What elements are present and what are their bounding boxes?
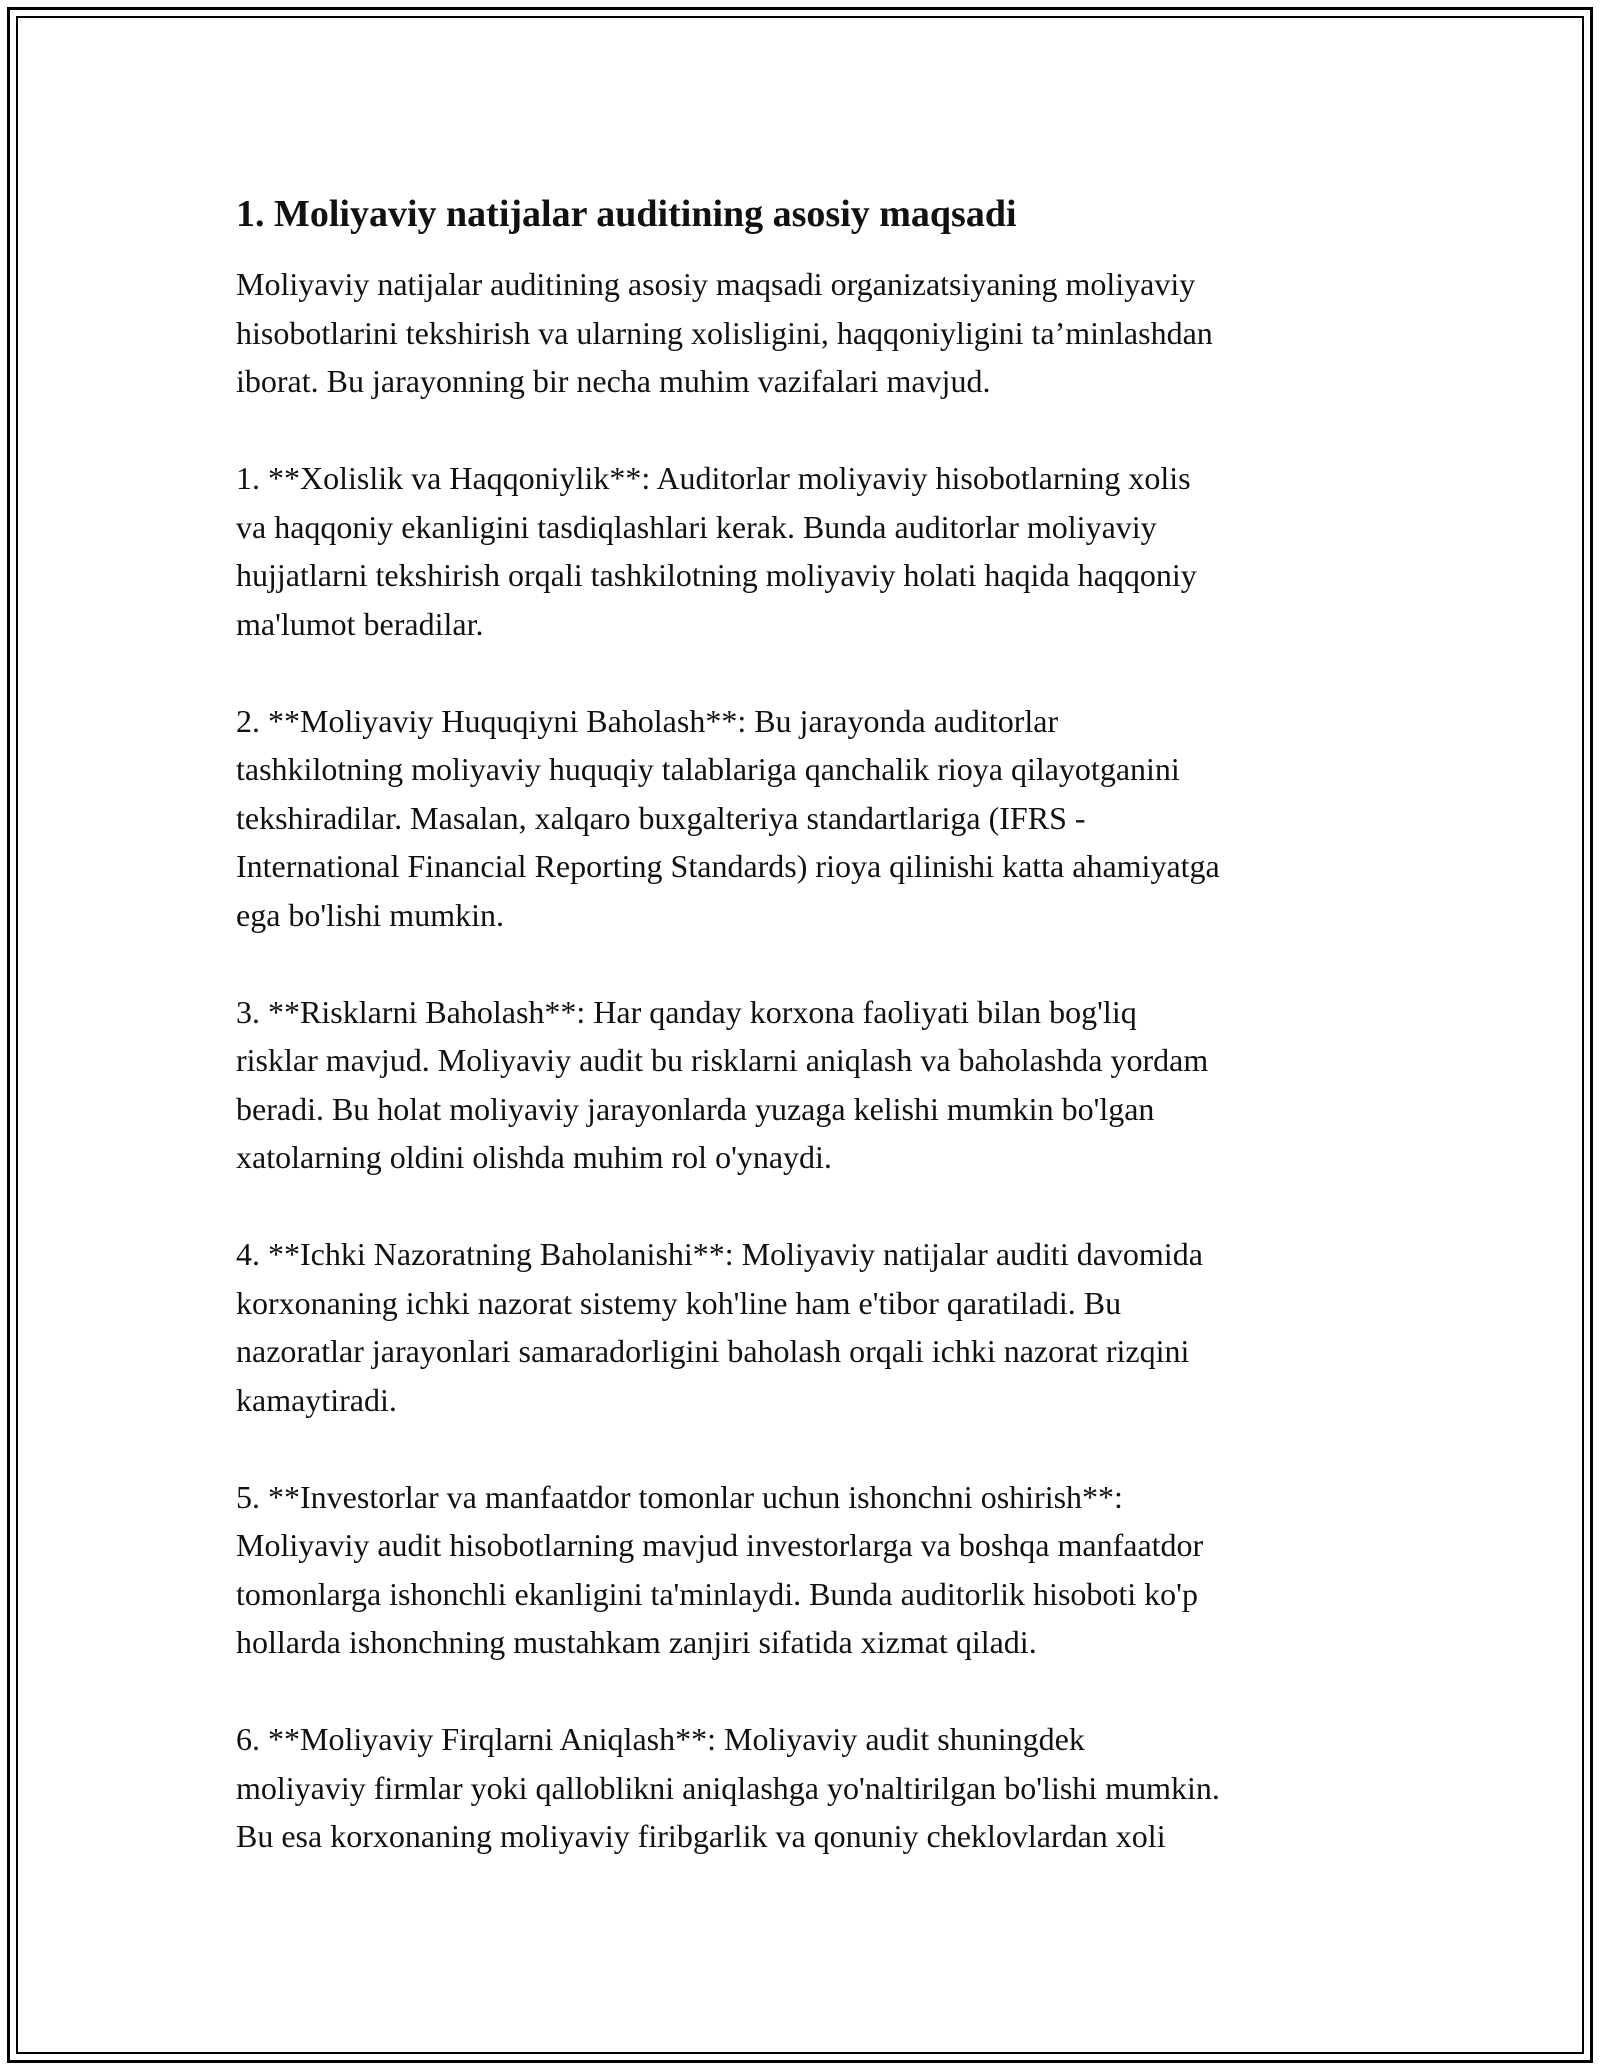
section-heading: 1. Moliyaviy natijalar auditining asosiy maqsadi <box>236 193 1017 235</box>
list-item-firqlar: 6. **Moliyaviy Firqlarni Aniqlash**: Moliyaviy audit shuningdek moliyaviy firmlar yoki qalloblikni aniqlashga yo'naltirilgan bo'lishi mumkin. Bu esa korxonaning moliyaviy firibgarlik va qonuniy cheklovlardan xoli <box>236 1721 1220 1854</box>
list-item-huquqiy: 2. **Moliyaviy Huquqiyni Baholash**: Bu jarayonda auditorlar tashkilotning moliyaviy huquqiy talablariga qanchalik rioya qilayotganini tekshiradilar. Masalan, xalqaro buxgalteriya standartlariga (IFRS - International Financial Reporting Standards) rioya qilinishi katta ahamiyatga ega bo'lishi mumkin. <box>236 702 1220 933</box>
list-item-ichki-nazorat: 4. **Ichki Nazoratning Baholanishi**: Moliyaviy natijalar auditi davomida korxonaning ichki nazorat sistemy koh'line ham e'tibor qaratiladi. Bu nazoratlar jarayonlari samaradorligini baholash orqali ichki nazorat rizqini kamaytiradi. <box>236 1236 1203 1418</box>
document-body <box>236 188 1366 1909</box>
list-item-investorlar: 5. **Investorlar va manfaatdor tomonlar uchun ishonchni oshirish**: Moliyaviy audit hisobotlarning mavjud investorlarga va boshqa manfaatdor tomonlarga ishonchli ekanligini ta'minlaydi. Bunda auditorlik hisoboti ko'p hollarda ishonchning mustahkam zanjiri sifatida xizmat qiladi. <box>236 1478 1204 1660</box>
list-item-xolislik: 1. **Xolislik va Haqqoniylik**: Auditorlar moliyaviy hisobotlarning xolis va haqqoniy ekanligini tasdiqlashlari kerak. Bunda auditorlar moliyaviy hujjatlarni tekshirish orqali tashkilotning moliyaviy holati haqida haqqoniy ma'lumot beradilar. <box>236 460 1197 642</box>
intro-paragraph: Moliyaviy natijalar auditining asosiy maqsadi organizatsiyaning moliyaviy hisobotlarini tekshirish va ularning xolisligini, haqqoniyligini ta’minlashdan iborat. Bu jarayonning bir necha muhim vazifalari mavjud. <box>236 266 1213 399</box>
list-item-risklar: 3. **Risklarni Baholash**: Har qanday korxona faoliyati bilan bog'liq risklar mavjud. Moliyaviy audit bu risklarni aniqlash va baholashda yordam beradi. Bu holat moliyaviy jarayonlarda yuzaga kelishi mumkin bo'lgan xatolarning oldini olishda muhim rol o'ynaydi. <box>236 993 1209 1175</box>
